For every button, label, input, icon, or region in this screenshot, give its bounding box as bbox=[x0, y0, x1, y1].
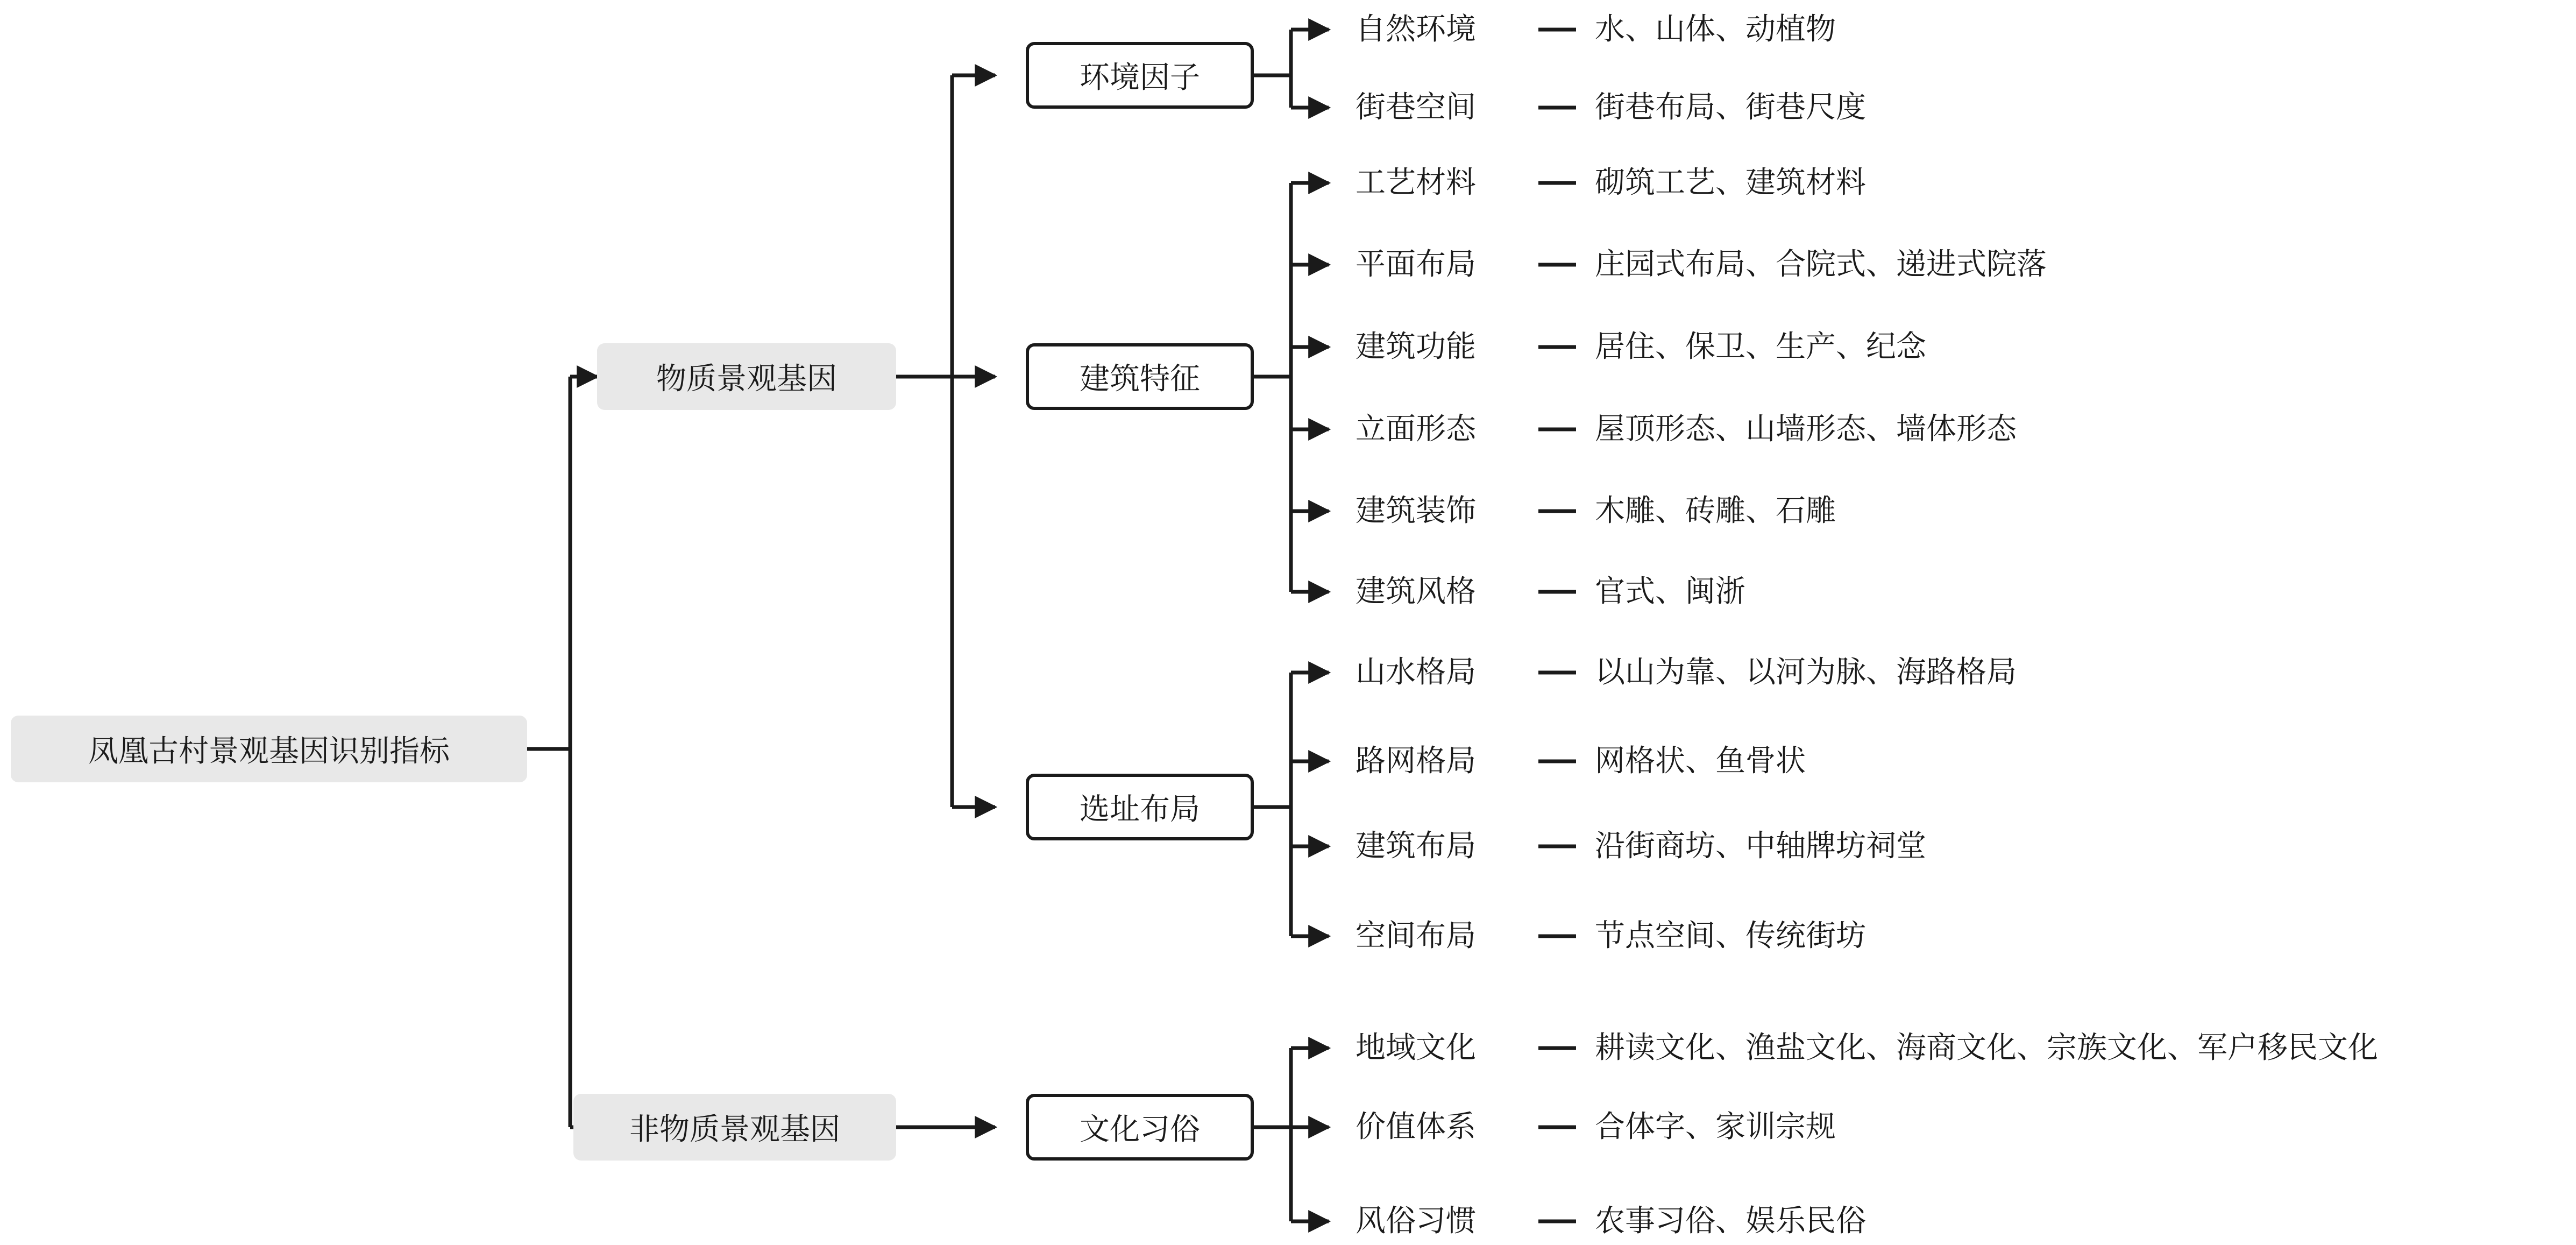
leaf-desc bbox=[1595, 829, 1926, 864]
leaf-label-text: 山水格局 bbox=[1356, 655, 1476, 690]
leaf-label bbox=[1356, 412, 1476, 447]
leaf-label bbox=[1356, 1030, 1476, 1066]
leaf-desc-text: 合体字、家训宗规 bbox=[1595, 1109, 1836, 1144]
leaf-desc-text: 耕读文化、渔盐文化、海商文化、宗族文化、军户移民文化 bbox=[1595, 1030, 2378, 1065]
leaf-label-text: 价值体系 bbox=[1356, 1109, 1476, 1144]
leaf-desc bbox=[1595, 247, 2047, 282]
leaf-label-text: 建筑布局 bbox=[1356, 829, 1476, 864]
node-branch-intangible[interactable] bbox=[573, 1094, 896, 1161]
leaf-desc bbox=[1595, 412, 2017, 447]
node-branch-material[interactable] bbox=[597, 343, 896, 410]
node-group-culture[interactable] bbox=[1026, 1094, 1254, 1161]
leaf-label bbox=[1356, 1204, 1476, 1239]
leaf-desc bbox=[1595, 329, 1926, 365]
leaf-label-text: 平面布局 bbox=[1356, 247, 1476, 282]
leaf-label bbox=[1356, 247, 1476, 282]
leaf-label-text: 空间布局 bbox=[1356, 918, 1476, 953]
leaf-label-text: 街巷空间 bbox=[1356, 90, 1476, 125]
leaf-desc-text: 砌筑工艺、建筑材料 bbox=[1595, 165, 1866, 200]
leaf-label-text: 地域文化 bbox=[1356, 1030, 1476, 1065]
leaf-label-text: 建筑风格 bbox=[1356, 574, 1476, 609]
leaf-label bbox=[1356, 165, 1476, 201]
leaf-desc bbox=[1595, 1109, 1836, 1145]
leaf-desc bbox=[1595, 493, 1836, 529]
node-group-architecture-label: 建筑特征 bbox=[1080, 362, 1200, 397]
leaf-desc bbox=[1595, 1204, 1866, 1239]
leaf-label-text: 立面形态 bbox=[1356, 412, 1476, 447]
leaf-label bbox=[1356, 574, 1476, 610]
leaf-desc bbox=[1595, 744, 1806, 779]
leaf-label bbox=[1356, 655, 1476, 690]
node-branch-intangible-label: 非物质景观基因 bbox=[629, 1112, 840, 1147]
leaf-desc-text: 以山为靠、以河为脉、海路格局 bbox=[1595, 655, 2017, 690]
leaf-label bbox=[1356, 744, 1476, 779]
leaf-label bbox=[1356, 918, 1476, 954]
leaf-label bbox=[1356, 12, 1476, 47]
node-root-label: 凤凰古村景观基因识别指标 bbox=[88, 734, 450, 769]
leaf-label-text: 路网格局 bbox=[1356, 744, 1476, 779]
leaf-label-text: 建筑装饰 bbox=[1356, 493, 1476, 528]
leaf-label bbox=[1356, 90, 1476, 125]
node-group-siting[interactable] bbox=[1026, 774, 1254, 840]
node-group-culture-label: 文化习俗 bbox=[1080, 1112, 1200, 1147]
node-branch-material-label: 物质景观基因 bbox=[656, 362, 837, 397]
leaf-desc-text: 居住、保卫、生产、纪念 bbox=[1595, 329, 1926, 364]
leaf-desc-text: 屋顶形态、山墙形态、墙体形态 bbox=[1595, 412, 2017, 447]
leaf-desc-text: 木雕、砖雕、石雕 bbox=[1595, 493, 1836, 528]
leaf-label bbox=[1356, 1109, 1476, 1145]
leaf-label-text: 自然环境 bbox=[1356, 12, 1476, 47]
node-group-environment[interactable] bbox=[1026, 42, 1254, 109]
node-root[interactable] bbox=[11, 716, 527, 782]
node-group-architecture[interactable] bbox=[1026, 343, 1254, 410]
leaf-desc bbox=[1595, 1030, 2378, 1066]
leaf-label-text: 工艺材料 bbox=[1356, 165, 1476, 200]
leaf-label bbox=[1356, 493, 1476, 529]
leaf-desc-text: 官式、闽浙 bbox=[1595, 574, 1745, 609]
node-group-environment-label: 环境因子 bbox=[1080, 60, 1200, 95]
leaf-desc bbox=[1595, 90, 1866, 125]
leaf-label-text: 建筑功能 bbox=[1356, 329, 1476, 364]
leaf-desc-text: 沿街商坊、中轴牌坊祠堂 bbox=[1595, 829, 1926, 864]
leaf-desc-text: 农事习俗、娱乐民俗 bbox=[1595, 1204, 1866, 1239]
leaf-desc bbox=[1595, 165, 1866, 201]
leaf-desc bbox=[1595, 655, 2017, 690]
node-group-siting-label: 选址布局 bbox=[1080, 792, 1200, 827]
leaf-desc-text: 节点空间、传统街坊 bbox=[1595, 918, 1866, 953]
leaf-desc bbox=[1595, 12, 1836, 47]
leaf-label bbox=[1356, 829, 1476, 864]
leaf-desc bbox=[1595, 918, 1866, 954]
leaf-desc-text: 水、山体、动植物 bbox=[1595, 12, 1836, 47]
leaf-desc-text: 庄园式布局、合院式、递进式院落 bbox=[1595, 247, 2047, 282]
leaf-desc-text: 街巷布局、街巷尺度 bbox=[1595, 90, 1866, 125]
leaf-label-text: 风俗习惯 bbox=[1356, 1204, 1476, 1239]
leaf-desc-text: 网格状、鱼骨状 bbox=[1595, 744, 1806, 779]
leaf-label bbox=[1356, 329, 1476, 365]
leaf-desc bbox=[1595, 574, 1745, 610]
